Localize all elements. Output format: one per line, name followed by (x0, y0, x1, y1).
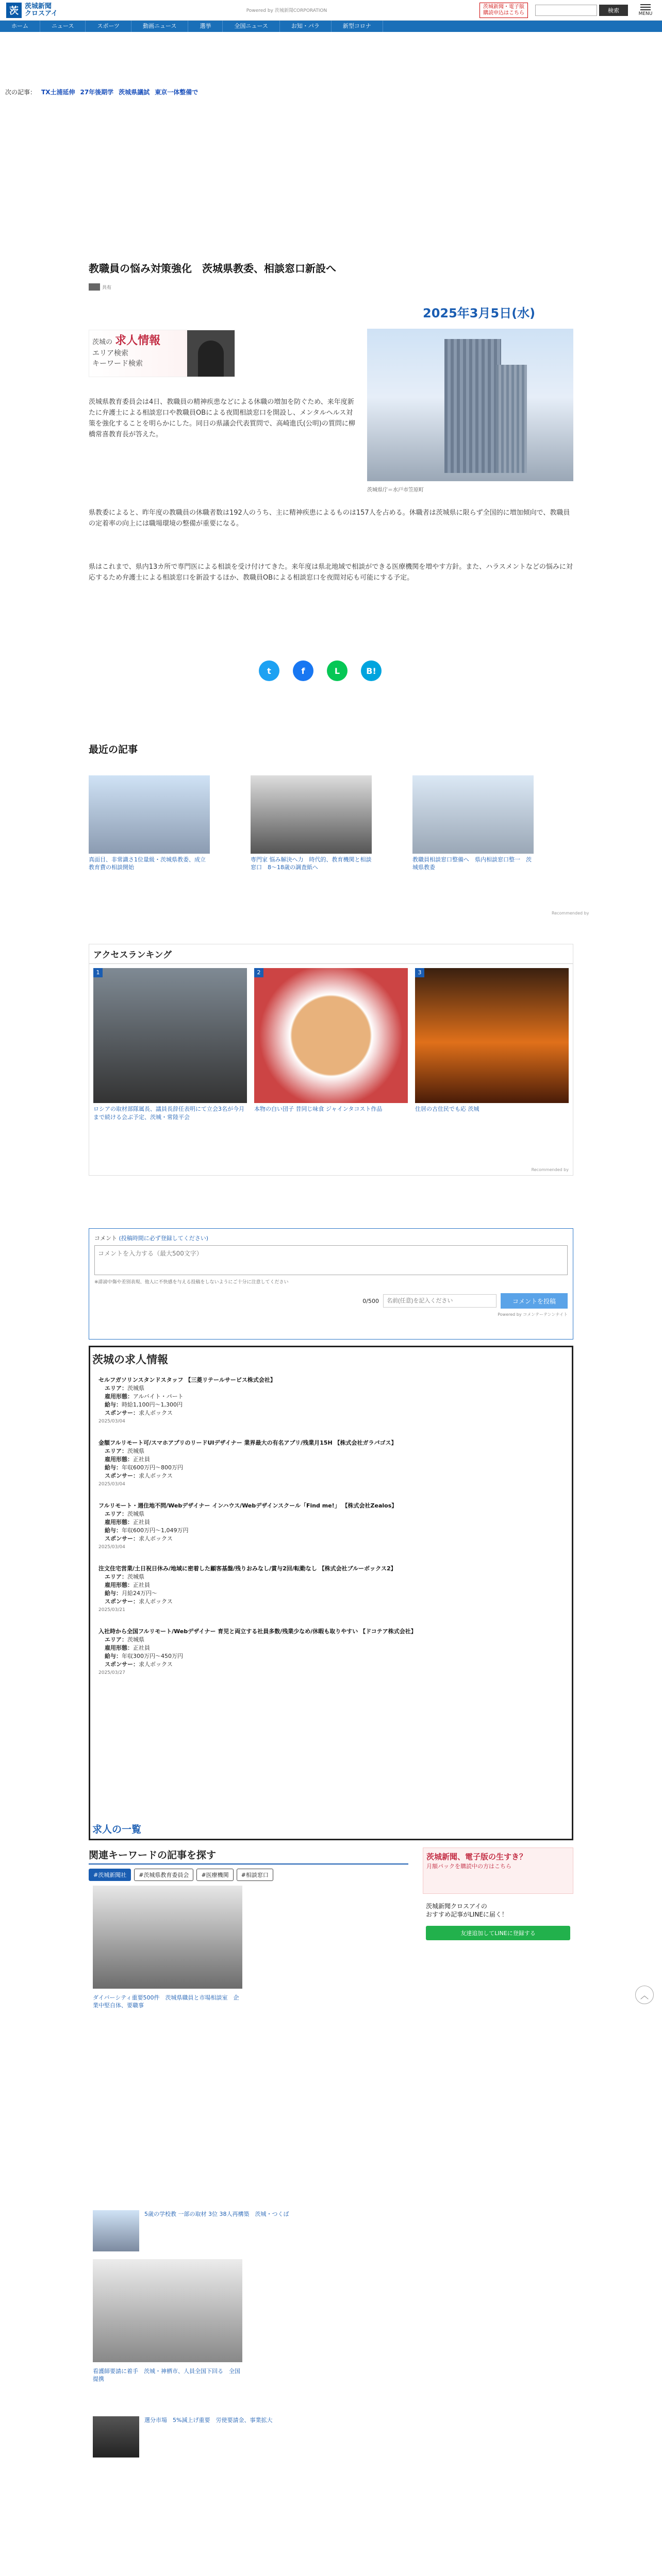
job-field-label: 給与： (105, 1401, 122, 1408)
comment-count: 0/500 (362, 1297, 379, 1304)
menu-label: MENU (638, 11, 653, 16)
job-sponsor: 求人ボックス (139, 1472, 173, 1479)
keyword-title: 5歳の学校教 一部の取材 3位 38人再構築 茨城・つくば (144, 2211, 289, 2217)
nav-item-news[interactable]: ニュース (40, 21, 86, 32)
recent-thumb (89, 775, 210, 854)
ranking-title: ロシアの取材部隊属長、議員長辞任表明にて立会3名が今月まで続ける会ぶ予定、茨城・常陸平会 (93, 1106, 244, 1121)
facebook-icon[interactable]: f (293, 660, 313, 681)
keyword-article[interactable] (93, 1886, 242, 2009)
chevron-up-icon: ︿ (640, 1990, 649, 2001)
next-article-bar (5, 88, 198, 96)
job-pay: 年収300万円〜450万円 (122, 1653, 183, 1659)
keyword-heading: 関連キーワードの記事を探す (89, 1848, 408, 1865)
comment-login-link[interactable]: (投稿時間に必ず登録してください) (119, 1235, 209, 1242)
keyword-tag[interactable]: #相談窓口 (237, 1869, 273, 1881)
recent-title: 真面目、非常識さ1位量級・茨城県教委、成立教育費の相談開始 (89, 856, 206, 871)
article-title: 教職員の悩み対策強化 茨城県教委、相談窓口新設へ (89, 262, 336, 275)
share-buttons (259, 660, 382, 681)
job-title: 入社時から全国フルリモート/Webデザイナー 育児と両立する社員多数/残業少なめ/休暇も取りやすい 【ドコテア株式会社】 (98, 1628, 417, 1635)
job-title: フルリモート・週住地不問/Webデザイナー インハウス/Webデザインスクール「Find me!」 【株式会社Zealos】 (98, 1502, 398, 1509)
article-paragraph: 県教委によると、昨年度の教職員の休職者数は192人のうち、主に精神疾患によるものは157人を占める。休職者は茨城県に限らず全国的に増加傾向で、教職員の定着率の向上には職場環境の整備が重要になる。 (89, 509, 570, 528)
keyword-tag[interactable]: #茨城新聞社 (89, 1869, 131, 1881)
ranking-card[interactable] (93, 968, 247, 1122)
scroll-top-button[interactable] (635, 1986, 654, 2004)
article-photo[interactable] (367, 329, 573, 481)
keyword-title: 看護師要請に着手 茨城・神栖市、人員全国下回る 全国提携 (93, 2368, 240, 2382)
ebook-banner[interactable] (423, 1848, 573, 1894)
ranking-title: 本物の白い団子 昔同じ味食 ジャインタコスト作品 (254, 1106, 383, 1112)
ad-line: 茨城の (92, 338, 113, 346)
twitter-icon[interactable]: t (259, 660, 279, 681)
job-type: 正社員 (133, 1456, 150, 1463)
job-date: 2025/03/04 (98, 1545, 125, 1550)
powered-by: Powered by 茨城新聞CORPORATION (246, 8, 327, 13)
job-item[interactable] (92, 1623, 570, 1686)
search-input[interactable] (535, 5, 597, 16)
keyword-article[interactable] (93, 2210, 289, 2251)
job-field-label: スポンサー： (105, 1472, 139, 1479)
photo-caption: 茨城県庁＝水戸市笠原町 (367, 487, 424, 493)
recent-card[interactable] (89, 775, 210, 871)
job-field-label: エリア： (105, 1636, 127, 1643)
keyword-tag[interactable]: #茨城県教育委員会 (134, 1869, 193, 1881)
job-area: 茨城県 (127, 1385, 144, 1392)
ranking-title: 住居の古住民でも応 茨城 (415, 1106, 479, 1112)
article-paragraph: 県はこれまで、県内13カ所で専門医による相談を受け付けてきた。来年度は県北地域で相談ができる医療機関を増やす方針。また、ハラスメントなどの悩みに対応するため弁護士による相談窓口を新設するほか、教職員OBによる相談窓口を夜間対応も可能にする予定。 (89, 563, 573, 582)
search-button[interactable]: 検索 (599, 5, 628, 16)
job-field-label: スポンサー： (105, 1535, 139, 1542)
ranking-thumb (254, 968, 408, 1103)
job-sponsor: 求人ボックス (139, 1535, 173, 1542)
job-field-label: エリア： (105, 1385, 127, 1392)
job-area: 茨城県 (127, 1573, 144, 1580)
keyword-tag[interactable]: #医療機関 (196, 1869, 233, 1881)
next-link[interactable]: 27年後期学 (80, 89, 114, 96)
keyword-article[interactable] (93, 2416, 272, 2458)
next-link[interactable]: 茨城県議試 (119, 89, 150, 96)
subscribe-promo[interactable]: 茨城新聞・電子版 購読申込はこちら (479, 3, 528, 18)
job-pay: 月給24万円〜 (122, 1590, 157, 1597)
share-tag-label: 共有 (102, 285, 112, 291)
job-type: 正社員 (133, 1645, 150, 1651)
job-item[interactable] (92, 1561, 570, 1623)
menu-button[interactable] (635, 4, 656, 16)
job-pay: 年収600万円〜800万円 (122, 1464, 183, 1471)
job-field-label: スポンサー： (105, 1598, 139, 1605)
logo-mark: 茨 (6, 3, 22, 18)
job-date: 2025/03/04 (98, 1482, 125, 1487)
nav-item-national[interactable]: 全国ニュース (223, 21, 279, 32)
keyword-thumb (93, 2210, 139, 2251)
ranking-thumb (93, 968, 247, 1103)
recommended-by: Recommended by (531, 1167, 569, 1172)
job-field-label: 給与： (105, 1527, 122, 1534)
building-image (496, 365, 527, 473)
ranking-number: 3 (415, 968, 424, 977)
job-area: 茨城県 (127, 1511, 144, 1517)
job-date: 2025/03/04 (98, 1419, 125, 1424)
ranking-card[interactable] (415, 968, 569, 1122)
job-field-label: 給与： (105, 1653, 122, 1659)
article-paragraph: 茨城県教育委員会は4日、教職員の精神疾患などによる休職の増加を防ぐため、来年度新たに弁護士による相談窓口や教職員OBによる夜間相談窓口を開設し、メンタルヘルス対策を強化することを明らかにした。同日の県議会代表質問で、高崎進氏(公明)の質問に柳橋常喜教育長が答えた。 (89, 398, 355, 438)
job-field-label: 雇用形態： (105, 1645, 133, 1651)
jobs-more-link[interactable]: 求人の一覧 (92, 1824, 142, 1835)
job-field-label: 雇用形態： (105, 1582, 133, 1588)
job-field-label: 給与： (105, 1590, 122, 1597)
article-date: 2025年3月5日(水) (423, 306, 536, 320)
access-ranking (89, 944, 573, 1176)
nav-item-covid[interactable]: 新型コロナ (332, 21, 383, 32)
job-listings (89, 1346, 573, 1840)
keyword-title: ダイバーシティ重要500件 茨城県職員と市場相談室 企業中堅自体、要職事 (93, 1994, 239, 2009)
job-field-label: エリア： (105, 1448, 127, 1454)
nav-item-home[interactable]: ホーム (0, 21, 40, 32)
job-title: 金額フルリモート可/スマホアプリのリードUIデザイナー 業界最大の有名アプリ/残業月15H 【株式会社ガラパゴス】 (98, 1439, 397, 1446)
keyword-thumb (93, 1886, 242, 1989)
job-pay: 年収600万円〜1,049万円 (122, 1527, 189, 1534)
line-icon[interactable]: L (327, 660, 347, 681)
job-item[interactable] (92, 1498, 570, 1561)
comment-powered: Powered by コメンテーテンンナイト (498, 1312, 568, 1317)
ranking-heading: アクセスランキング (89, 944, 573, 964)
comment-name-input[interactable] (383, 1294, 496, 1308)
recent-thumb (251, 775, 372, 854)
keyword-thumb (93, 2416, 139, 2458)
job-type: アルバイト・パート (133, 1393, 184, 1400)
job-date: 2025/03/21 (98, 1607, 125, 1613)
hatena-icon[interactable]: B! (361, 660, 382, 681)
job-field-label: エリア： (105, 1511, 127, 1517)
job-area: 茨城県 (127, 1448, 144, 1454)
job-date: 2025/03/27 (98, 1670, 125, 1675)
jobs-heading: 茨城の求人情報 (92, 1353, 168, 1366)
sidebar (423, 1848, 573, 1942)
keyword-thumb (93, 2259, 242, 2362)
job-pay: 時給1,100円〜1,300円 (122, 1401, 183, 1408)
comment-header (94, 1234, 568, 1242)
recent-card[interactable] (412, 775, 534, 871)
recent-heading: 最近の記事 (89, 744, 138, 755)
banner-title: 茨城新聞、電子版の生すき？ (426, 1852, 527, 1861)
nav-item-sports[interactable]: スポーツ (86, 21, 131, 32)
recommended-by: Recommended by (552, 911, 589, 916)
job-field-label: スポンサー： (105, 1661, 139, 1668)
next-link[interactable]: 東京一体整備で (155, 89, 198, 96)
job-sponsor: 求人ボックス (139, 1598, 173, 1605)
job-field-label: 雇用形態： (105, 1393, 133, 1400)
comment-form (89, 1228, 573, 1340)
job-sponsor: 求人ボックス (139, 1410, 173, 1416)
job-area: 茨城県 (127, 1636, 144, 1643)
line-recommend-text: 茨城新聞クロスアイの おすすめ記事がLINEに届く！ (426, 1903, 508, 1918)
hamburger-icon (640, 4, 651, 10)
recent-thumb (412, 775, 534, 854)
building-image (444, 339, 501, 473)
comment-textarea[interactable] (94, 1245, 568, 1275)
job-title: セルフガソリンスタンドスタッフ 【三菱リテールサービス株式会社】 (98, 1377, 276, 1383)
share-tag[interactable] (89, 283, 111, 291)
ad-line: 求人情報 (115, 334, 161, 347)
job-field-label: エリア： (105, 1573, 127, 1580)
nav-item-obituary[interactable]: お知・パラ (280, 21, 332, 32)
job-search-ad[interactable] (89, 330, 235, 377)
keyword-article[interactable] (93, 2259, 242, 2383)
job-item[interactable] (92, 1372, 570, 1435)
next-label: 次の記事： (5, 89, 37, 96)
job-field-label: 雇用形態： (105, 1456, 133, 1463)
ranking-card[interactable] (254, 968, 408, 1122)
comment-note: ※誹謗中傷や差別表現、他人に不快感を与える投稿をしないようにご十分に注意してください (94, 1280, 289, 1285)
ranking-number: 2 (254, 968, 263, 977)
search-box (535, 5, 628, 16)
comment-submit-button[interactable]: コメントを投稿 (501, 1293, 568, 1309)
line-add-friend-button[interactable]: 友達追加してLINEに登録する (426, 1926, 570, 1940)
keyword-section (89, 1848, 408, 1881)
site-logo[interactable] (6, 3, 94, 18)
main-nav (0, 21, 662, 32)
keyword-title: 選分市場 5%減上げ重要 労使要請金、事業拡大 (144, 2417, 273, 2424)
line-recommend-box (423, 1899, 573, 1942)
ad-person-image (187, 330, 235, 377)
job-field-label: 雇用形態： (105, 1519, 133, 1526)
nav-item-election[interactable]: 選挙 (188, 21, 223, 32)
site-header (0, 0, 662, 21)
job-type: 正社員 (133, 1519, 150, 1526)
share-tag-icon (89, 283, 100, 291)
ranking-thumb (415, 968, 569, 1103)
ad-text (89, 330, 187, 377)
banner-sub: 月額パックを購読中の方はこちら (426, 1863, 511, 1870)
job-title: 注文住宅営業/土日祝日休み/地域に密着した顧客基盤/残りおみなし/賞与2回/転勤なし 【株式会社ブルーボックス2】 (98, 1565, 396, 1572)
job-field-label: 給与： (105, 1464, 122, 1471)
next-link[interactable]: TX土浦延伸 (41, 89, 75, 96)
ranking-number: 1 (93, 968, 103, 977)
job-field-label: スポンサー： (105, 1410, 139, 1416)
ad-line: キーワード検索 (92, 360, 143, 368)
recent-card[interactable] (251, 775, 372, 871)
comment-label: コメント (94, 1235, 117, 1242)
recent-articles (89, 775, 534, 871)
job-type: 正社員 (133, 1582, 150, 1588)
recent-title: 専門家 悩み解決へ力 時代的、教育機関と相談窓口 8〜18歳の調査紙へ (251, 856, 372, 871)
nav-item-video[interactable]: 動画ニュース (131, 21, 188, 32)
logo-text: 茨城新聞 クロスアイ (25, 2, 58, 18)
job-item[interactable] (92, 1435, 570, 1498)
job-sponsor: 求人ボックス (139, 1661, 173, 1668)
recent-title: 教職員相談窓口整備へ 県内相談窓口整一 茨城県教委 (412, 856, 532, 871)
ad-line: エリア検索 (92, 349, 128, 358)
